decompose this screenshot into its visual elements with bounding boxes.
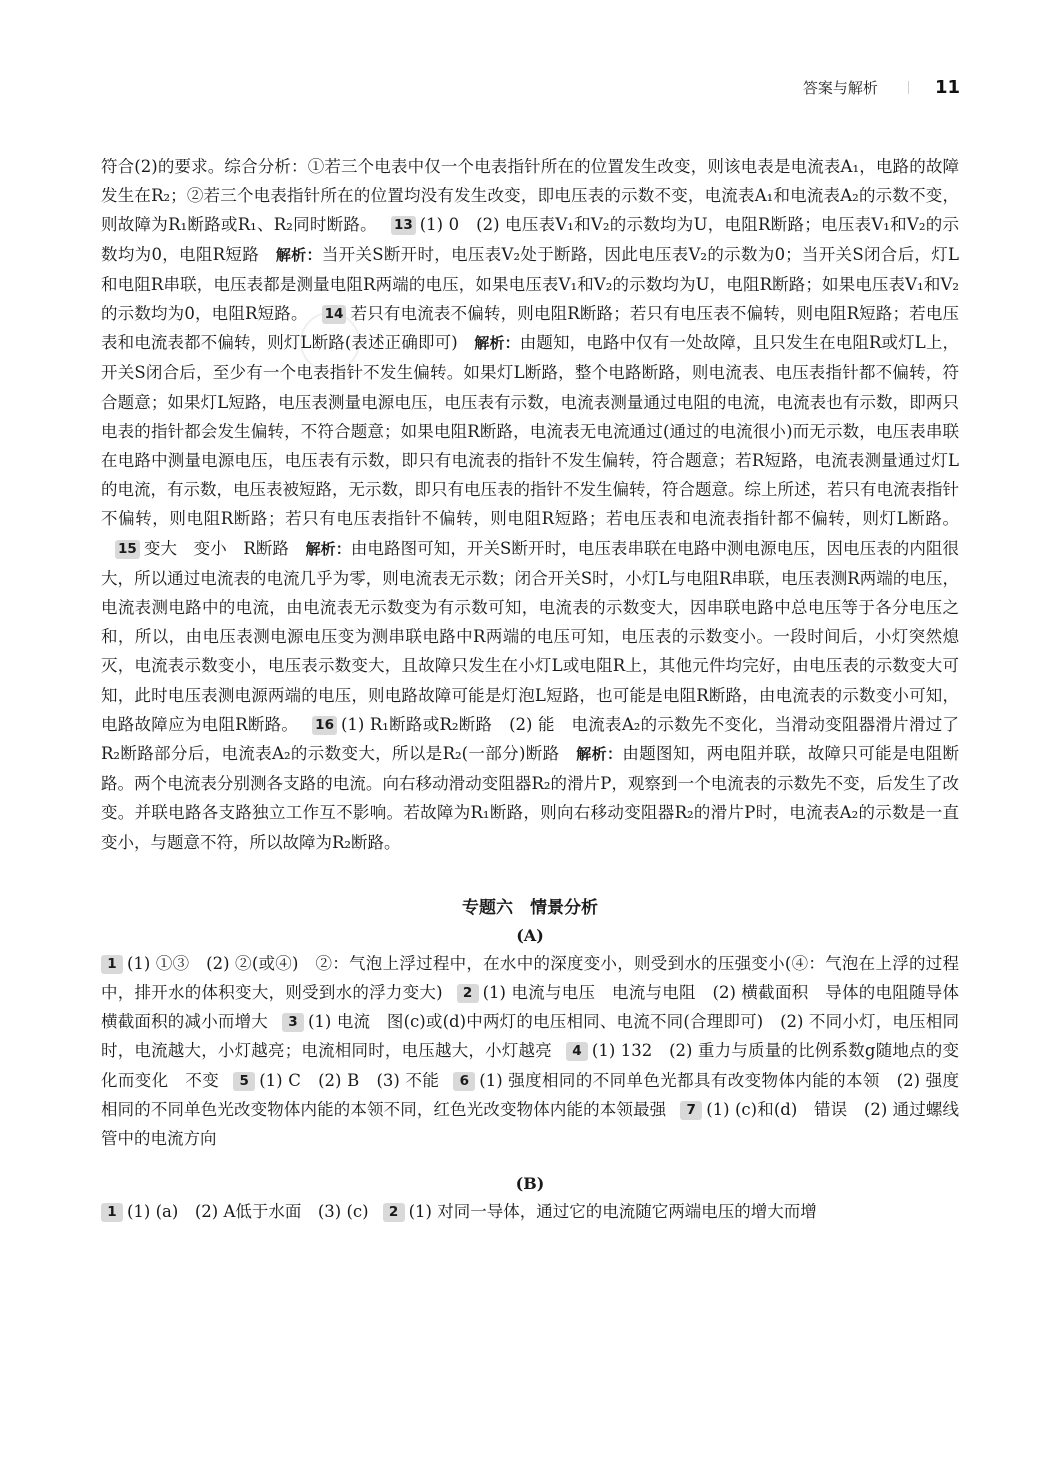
question-number-badge: 2 xyxy=(383,1203,405,1222)
answer-text: 由题知，电路中仅有一处故障，且只发生在电阻R或灯L上，开关S闭合后，至少有一个电表指针不发生偏转。如果灯L断路，整个电路断路，则电流表、电压表指针都不偏转，符合题意；如果灯L短路，电压表测量电源电压，电压表有示数，电流表测量通过电阻的电流，电流表也有示数，即两只电表的指针都会发生偏转，不符合题意；如果电阻R断路，电流表无电流通过(通过的电流很小)而无示数，电压表串联在电路中测量电源电压，电压表有示数，即只有电流表的指针不发生偏转，符合题意；若R短路，电流表测量通过灯L的电流，有示数，电压表被短路，无示数，即只有电压表的指针不发生偏转，符合题意。综上所述，若只有电流表指针不偏转，则电阻R断路；若只有电压表指针不偏转，则电阻R短路；若电压表和电流表指针都不偏转，则灯L断路。 xyxy=(101,333,959,529)
question-number-badge: 4 xyxy=(566,1042,588,1061)
question-number-badge: 14 xyxy=(322,305,347,324)
question-number-badge: 1 xyxy=(101,1203,123,1222)
answer-text: 符合(2)的要求。综合分析：①若三个电表中仅一个电表指针所在的位置发生改变，则该电表是电流表A₁，电路的故障发生在R₂；②若三个电表指针所在的位置均没有发生改变，即电压表的示数不变，电流表A₁和电流表A₂的示数不变，则故障为R₁断路或R₁、R₂同时断路。 xyxy=(101,157,959,235)
answer-text: (1) (c)和(d) 错误 (2) 通过螺线管中的电流方向 xyxy=(101,1099,959,1149)
analysis-keyword: 解析： xyxy=(474,334,520,353)
question-number-badge: 2 xyxy=(457,984,479,1003)
answer-content xyxy=(101,152,959,1227)
analysis-keyword: 解析： xyxy=(275,245,322,264)
answer-text: 变大 变小 R断路 xyxy=(143,538,306,558)
answer-text: (1) C (2) B (3) 不能 xyxy=(259,1070,440,1090)
header-title: 答案与解析 xyxy=(802,78,878,97)
analysis-keyword: 解析： xyxy=(305,539,351,558)
part-b-title: (B) xyxy=(515,1174,545,1194)
question-number-badge: 3 xyxy=(282,1013,304,1032)
answers-paragraph-part-a xyxy=(101,949,959,1153)
header-divider xyxy=(908,81,909,94)
answer-text: (1) 电流 图(c)或(d)中两灯的电压相同、电流不同(合理即可) (2) 不同小灯，电压相同时，电流越大，小灯越亮；电流相同时，电压越大，小灯越亮 xyxy=(101,1012,960,1061)
analysis-keyword: 解析： xyxy=(576,745,623,764)
answers-paragraph-13-16 xyxy=(101,152,959,857)
question-number-badge: 1 xyxy=(101,955,123,974)
question-number-badge: 16 xyxy=(312,716,337,735)
answer-text: (1) 132 (2) 重力与质量的比例系数g随地点的变化而变化 不变 xyxy=(101,1041,959,1090)
answer-text: (1) (a) (2) A低于水面 (3) (c) xyxy=(127,1202,369,1222)
answers-paragraph-part-b xyxy=(101,1197,959,1226)
answer-text: 由题图知，两电阻并联，故障只可能是电阻断路。两个电流表分别测各支路的电流。向右移动滑动变阻器R₂的滑片P，观察到一个电流表的示数先不变，后发生了改变。并联电路各支路独立工作互不影响。若故障为R₁断路，则向右移动变阻器R₂的滑片P时，电流表A₂的示数是一直变小，与题意不符，所以故障为R₂断路。 xyxy=(101,744,959,852)
part-a-title: (A) xyxy=(516,925,544,945)
answer-text: (1) 强度相同的不同单色光都具有改变物体内能的本领 (2) 强度相同的不同单色光改变物体内能的本领不同，红色光改变物体内能的本领最强 xyxy=(101,1070,960,1119)
question-number-badge: 13 xyxy=(391,216,416,235)
answer-text: 当开关S断开时，电压表V₂处于断路，因此电压表V₂的示数为0；当开关S闭合后，灯L和电阻R串联，电压表都是测量电阻R两端的电压，如果电压表V₁和V₂的示数均为U，电阻R断路；如果电压表V₁和V₂的示数均为0，电阻R短路。 xyxy=(101,244,959,324)
answer-text: (1) 0 (2) 电压表V₁和V₂的示数均为U，电阻R断路；电压表V₁和V₂的示数均为0，电阻R短路 xyxy=(101,215,959,264)
answer-text: (1) R₁断路或R₂断路 (2) 能 电流表A₂的示数先不变化，当滑动变阻器滑片滑过了R₂断路部分后，电流表A₂的示数变大，所以是R₂(一部分)断路 xyxy=(101,714,959,764)
question-number-badge: 15 xyxy=(115,540,140,559)
question-number-badge: 7 xyxy=(680,1101,702,1120)
answer-text: 由电路图可知，开关S断开时，电压表串联在电路中测电源电压，因电压表的内阻很大，所以通过电流表的电流几乎为零，则电流表无示数；闭合开关S时，小灯L与电阻R串联，电压表测R两端的电压，电流表测电路中的电流，由电流表无示数变为有示数可知，电流表的示数变大，因串联电路中总电压等于各分电压之和，所以，由电压表测电源电压变为测串联电路中R两端的电压可知，电压表的示数变小。一段时间后，小灯突然熄灭，电流表示数变小，电压表示数变大，且故障只发生在小灯L或电阻R上，其他元件均完好，由电压表的示数变大可知，此时电压表测电源两端的电压，则电路故障可能是灯泡L短路，也可能是电阻R断路，由电流表的示数变小可知，电路故障应为电阻R断路。 xyxy=(101,538,959,734)
answer-text: (1) 对同一导体，通过它的电流随它两端电压的增大而增 xyxy=(408,1202,817,1222)
page-header xyxy=(803,72,960,102)
page-number: 11 xyxy=(934,76,960,98)
answer-text: (1) 电流与电压 电流与电阻 (2) 横截面积 导体的电阻随导体横截面积的减小而增大 xyxy=(101,983,960,1032)
section-title: 专题六 情景分析 xyxy=(462,897,598,918)
answer-text: 若只有电流表不偏转，则电阻R断路；若只有电压表不偏转，则电阻R短路；若电压表和电流表都不偏转，则灯L断路(表述正确即可) xyxy=(101,304,960,353)
answer-text: (1) ①③ (2) ②(或④) ②：气泡上浮过程中，在水中的深度变小，则受到水的压强变小(④：气泡在上浮的过程中，排开水的体积变大，则受到水的浮力变大) xyxy=(101,953,959,1003)
question-number-badge: 5 xyxy=(233,1072,255,1091)
question-number-badge: 6 xyxy=(453,1072,475,1091)
